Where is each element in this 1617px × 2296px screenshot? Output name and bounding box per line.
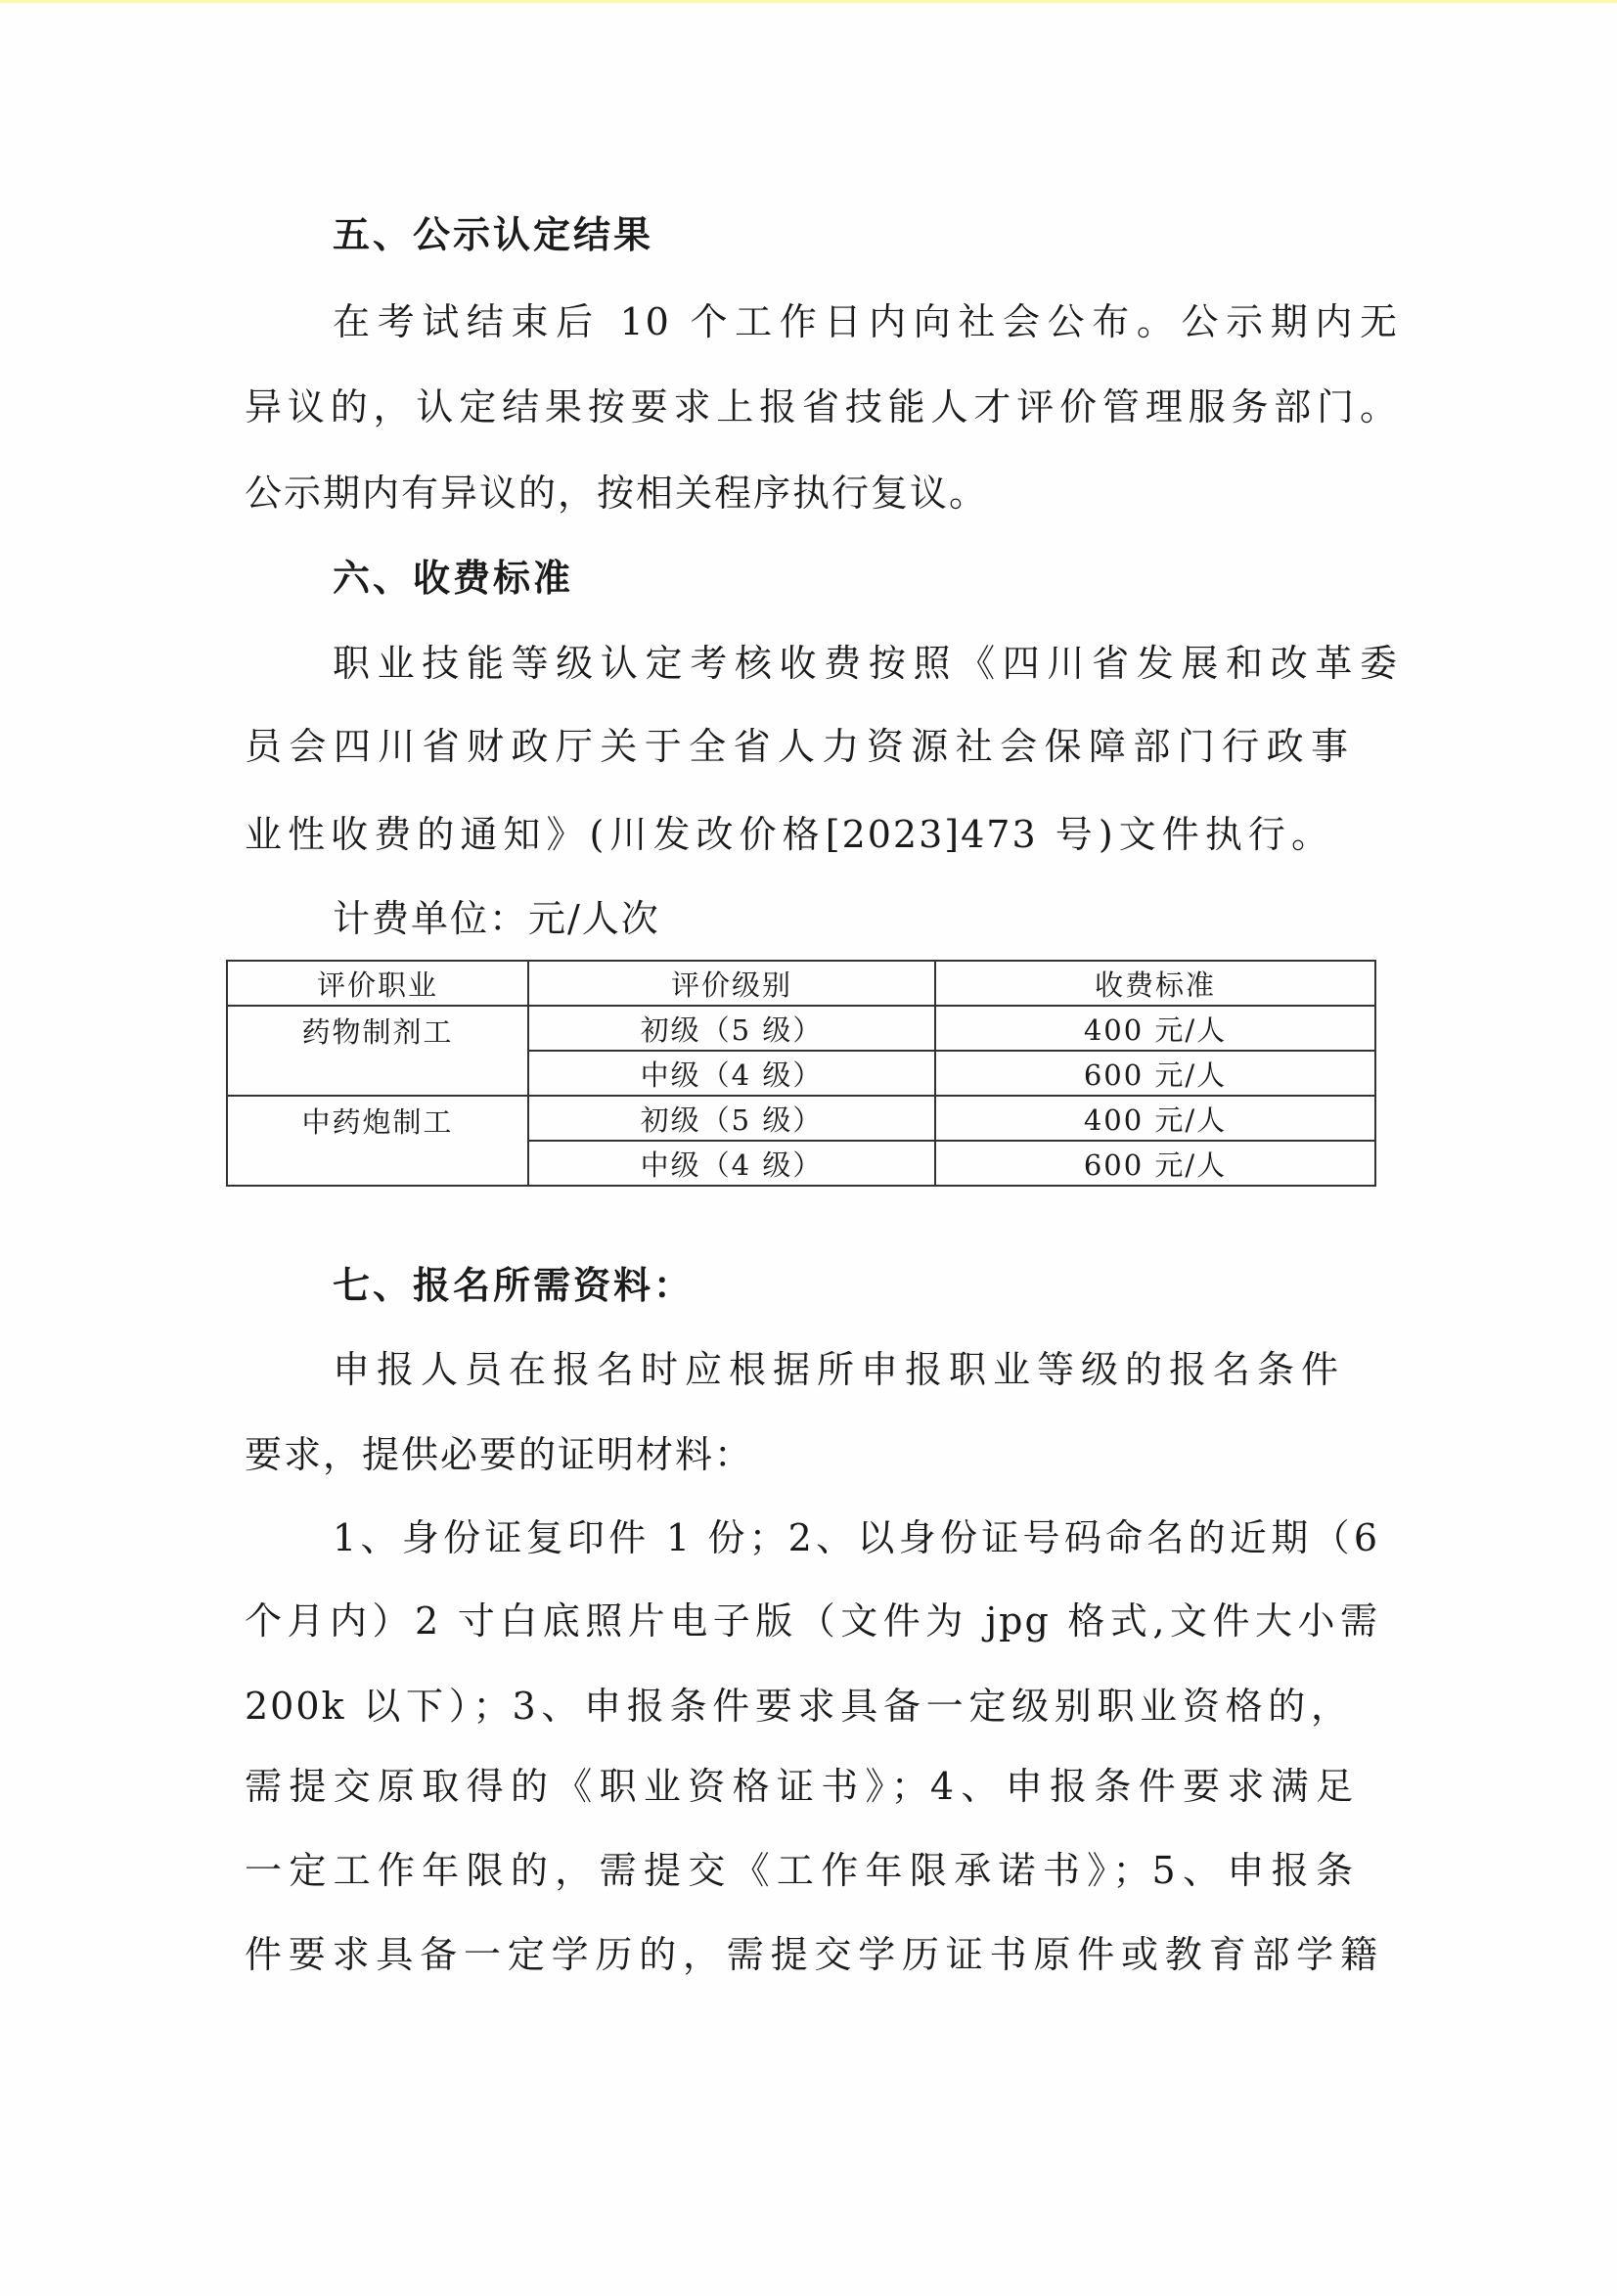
- level-cell: 中级（4 级）: [528, 1141, 935, 1186]
- fee-table: [226, 960, 1376, 1187]
- section-7-line-1: 申报人员在报名时应根据所申报职业等级的报名条件: [333, 1348, 1340, 1391]
- occupation-cell: 中药炮制工: [227, 1096, 528, 1186]
- section-6-heading: 六、收费标准: [333, 557, 574, 600]
- section-7-line-5: 200k 以下）；3、申报条件要求具备一定级别职业资格的，: [245, 1685, 1350, 1728]
- section-6-line-3: 业性收费的通知》(川发改价格[2023]473 号)文件执行。: [245, 813, 1330, 856]
- section-5-line-1: 在考试结束后 10 个工作日内向社会公布。公示期内无: [333, 300, 1399, 343]
- fee-cell: 400 元/人: [935, 1006, 1375, 1051]
- table-row: [227, 1006, 1375, 1051]
- section-7-line-7: 一定工作年限的，需提交《工作年限承诺书》；5、申报条: [245, 1849, 1355, 1892]
- occupation-cell: 药物制剂工: [227, 1006, 528, 1096]
- section-7-line-4: 个月内）2 寸白底照片电子版（文件为 jpg 格式,文件大小需: [245, 1599, 1379, 1643]
- fee-cell: 600 元/人: [935, 1141, 1375, 1186]
- table-row: [227, 1096, 1375, 1141]
- level-cell: 初级（5 级）: [528, 1096, 935, 1141]
- section-7-line-2: 要求，提供必要的证明材料：: [245, 1433, 754, 1476]
- level-cell: 中级（4 级）: [528, 1051, 935, 1096]
- section-7-line-3: 1、身份证复印件 1 份；2、以身份证号码命名的近期（6: [333, 1516, 1379, 1559]
- header-fee: 收费标准: [935, 961, 1375, 1006]
- section-6-line-2: 员会四川省财政厅关于全省人力资源社会保障部门行政事: [245, 725, 1350, 768]
- fee-cell: 600 元/人: [935, 1051, 1375, 1096]
- section-6-line-1: 职业技能等级认定考核收费按照《四川省发展和改革委: [333, 642, 1399, 685]
- section-7-line-8: 件要求具备一定学历的，需提交学历证书原件或教育部学籍: [245, 1933, 1379, 1976]
- section-5-heading: 五、公示认定结果: [333, 213, 654, 256]
- section-7-line-6: 需提交原取得的《职业资格证书》；4、申报条件要求满足: [245, 1765, 1355, 1808]
- fee-cell: 400 元/人: [935, 1096, 1375, 1141]
- header-occupation: 评价职业: [227, 961, 528, 1006]
- fee-table-header-row: [227, 961, 1375, 1006]
- header-level: 评价级别: [528, 961, 935, 1006]
- level-cell: 初级（5 级）: [528, 1006, 935, 1051]
- section-5-line-3: 公示期内有异议的，按相关程序执行复议。: [245, 472, 989, 515]
- fee-unit-label: 计费单位：元/人次: [333, 897, 660, 940]
- scan-top-edge: [0, 0, 1617, 3]
- section-5-line-2: 异议的，认定结果按要求上报省技能人才评价管理服务部门。: [245, 385, 1399, 428]
- section-7-heading: 七、报名所需资料：: [333, 1264, 695, 1307]
